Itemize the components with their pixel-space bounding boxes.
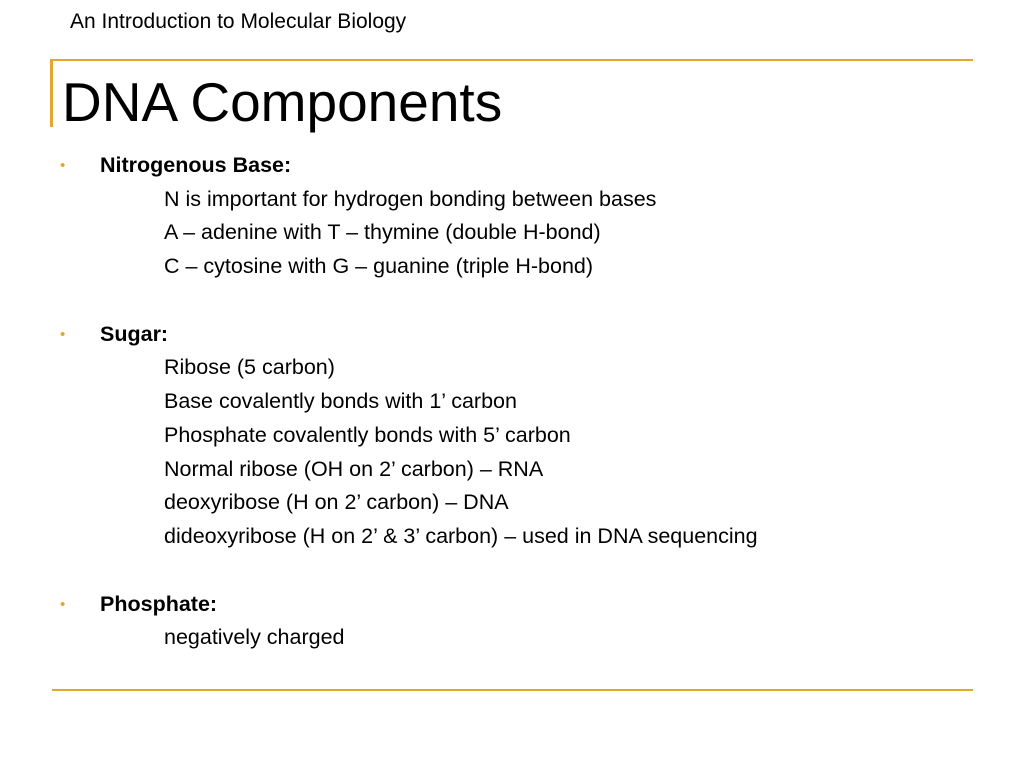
- bullet-heading: Nitrogenous Base:: [100, 153, 292, 177]
- bullet-sugar: [60, 318, 980, 352]
- spacer: [60, 554, 980, 588]
- bullet-icon: •: [60, 595, 66, 613]
- list-item: [60, 419, 980, 453]
- list-item: [60, 486, 980, 520]
- list-item: [60, 216, 980, 250]
- list-item: [60, 351, 980, 385]
- title-rule-left: [50, 59, 53, 127]
- list-item-text: N is important for hydrogen bonding between bases: [164, 186, 657, 211]
- presentation-header: An Introduction to Molecular Biology: [70, 10, 407, 33]
- list-item: [60, 250, 980, 284]
- title-rule-top: [52, 59, 973, 61]
- footer-rule: [52, 689, 973, 691]
- list-item-text: Ribose (5 carbon): [164, 355, 335, 380]
- list-item: [60, 453, 980, 487]
- list-item-text: C – cytosine with G – guanine (triple H-bond): [164, 254, 594, 279]
- list-item-text: negatively charged: [164, 625, 345, 650]
- bullet-heading: Sugar:: [100, 321, 169, 346]
- list-item-text: Normal ribose (OH on 2’ carbon) – RNA: [164, 456, 544, 481]
- list-item: [60, 385, 980, 419]
- list-item: [60, 621, 980, 655]
- list-item: [60, 520, 980, 554]
- slide-title: DNA Components: [62, 71, 503, 133]
- list-item: [60, 183, 980, 217]
- list-item-text: A – adenine with T – thymine (double H-bond): [164, 220, 601, 245]
- list-item-text: deoxyribose (H on 2’ carbon) – DNA: [164, 490, 509, 515]
- bullet-heading: Phosphate:: [100, 591, 218, 616]
- bullet-icon: •: [60, 325, 66, 343]
- bullet-icon: •: [60, 157, 66, 174]
- bullet-nitrogenous-base: [60, 149, 980, 183]
- list-item-text: dideoxyribose (H on 2’ & 3’ carbon) – used in DNA sequencing: [164, 523, 758, 548]
- spacer: [60, 284, 980, 318]
- list-item-text: Phosphate covalently bonds with 5’ carbon: [164, 422, 571, 447]
- bullet-phosphate: [60, 588, 980, 622]
- slide-content: [60, 149, 980, 655]
- list-item-text: Base covalently bonds with 1’ carbon: [164, 389, 517, 414]
